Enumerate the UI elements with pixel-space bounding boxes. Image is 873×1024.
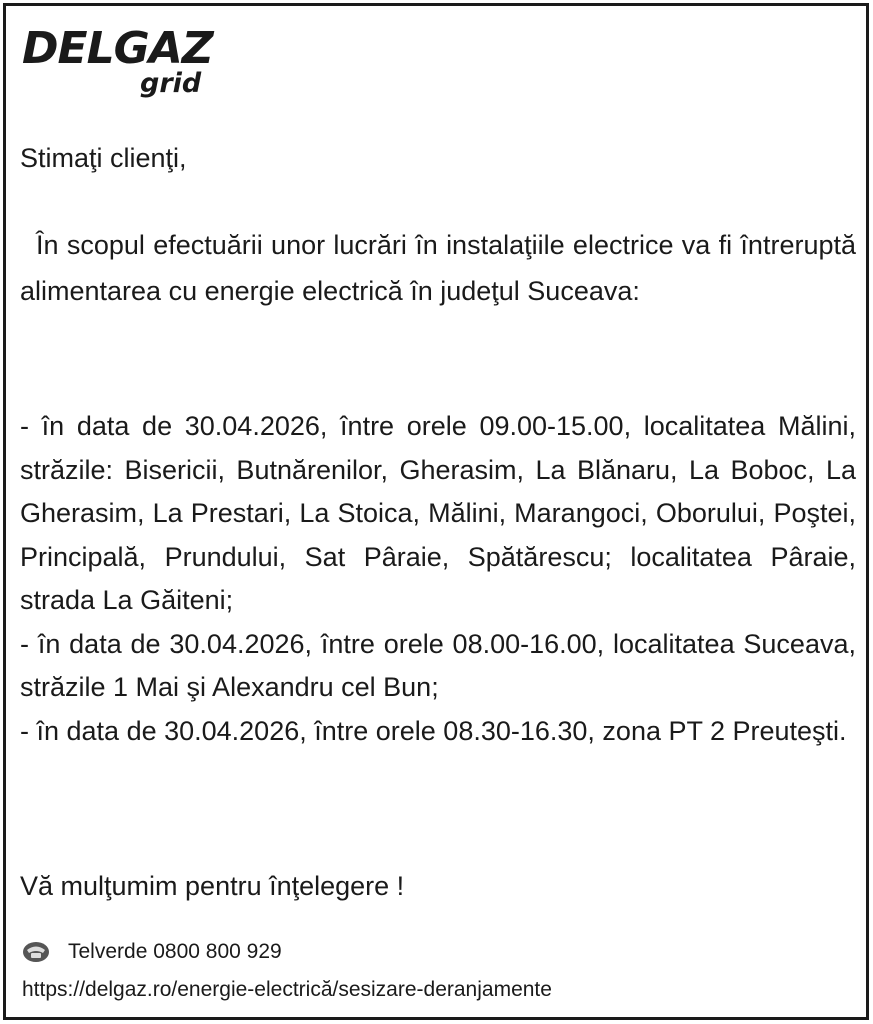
report-url[interactable]: https://delgaz.ro/energie-electrică/sesizare-deranjamente [22, 978, 552, 1001]
intro-paragraph: În scopul efectuării unor lucrări în instalaţiile electrice va fi întreruptă alimentarea cu energie electrică în judeţul Suceava: [20, 230, 856, 306]
phone-contact [22, 938, 282, 966]
telephone-icon [22, 941, 50, 963]
thanks-text: Vă mulţumim pentru înţelegere ! [20, 871, 405, 901]
delgaz-grid-logo [22, 24, 222, 104]
outage-list [20, 405, 856, 753]
logo-wordmark: DELGAZ [22, 23, 213, 74]
logo-subtitle: grid [140, 68, 202, 99]
outage-item: - în data de 30.04.2026, între orele 09.00-15.00, localitatea Mălini, străzile: Bisericii, Butnărenilor, Gherasim, La Blănaru, La Boboc, La Gherasim, La Prestari, La Stoica, Mălini, Marangoci, Oborului, Poştei, Principală, Prundului, Sat Pâraie, Spătărescu; localitatea Pâraie, strada La Găiteni; [20, 411, 856, 615]
outage-item: - în data de 30.04.2026, între orele 08.30-16.30, zona PT 2 Preuteşti. [20, 715, 847, 746]
greeting: Stimaţi clienţi, [20, 143, 187, 173]
phone-text: Telverde 0800 800 929 [68, 940, 282, 963]
outage-item: - în data de 30.04.2026, între orele 08.00-16.00, localitatea Suceava, străzile 1 Mai şi Alexandru cel Bun; [20, 628, 856, 702]
